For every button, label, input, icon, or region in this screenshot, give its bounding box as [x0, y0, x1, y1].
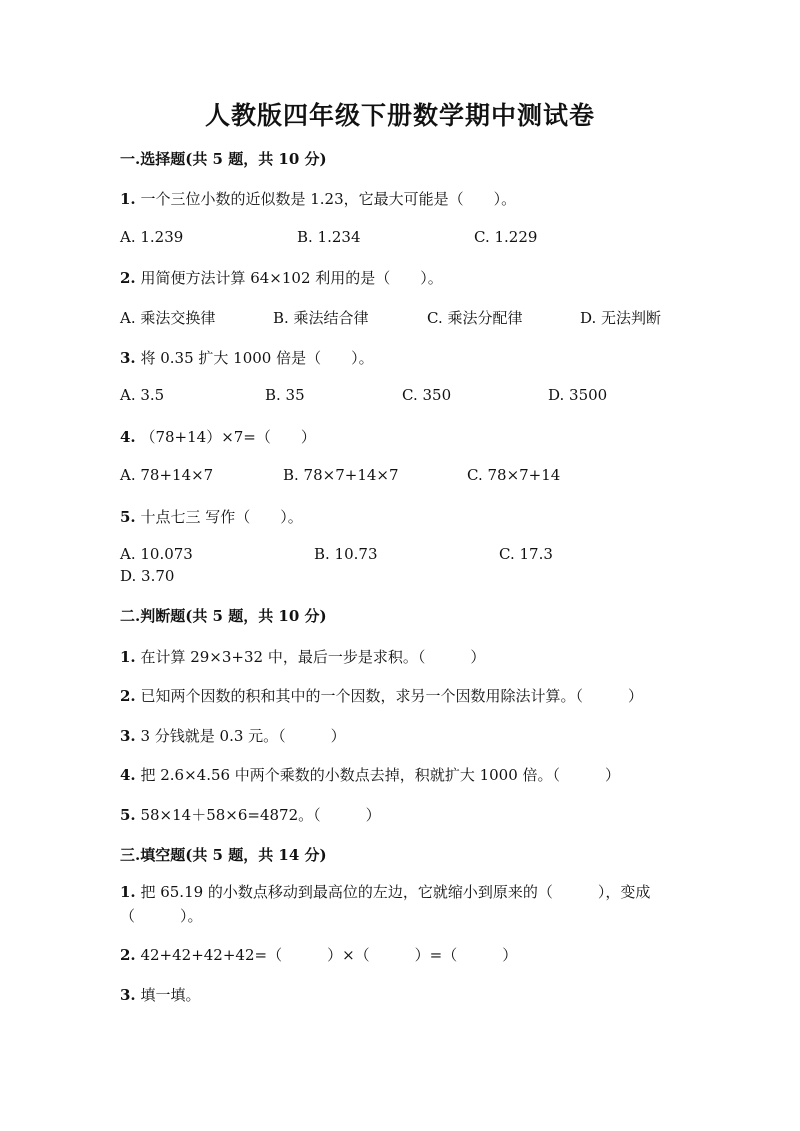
- question-body: 一个三位小数的近似数是 1.23，它最大可能是（ ）。: [140, 190, 517, 208]
- question-body: 把 2.6×4.56 中两个乘数的小数点去掉，积就扩大 1000 倍。（ ）: [140, 766, 621, 784]
- question-number: 2.: [120, 269, 136, 287]
- option: B. 35: [265, 386, 305, 404]
- question-body: 3 分钱就是 0.3 元。（ ）: [140, 727, 346, 745]
- question-text: [120, 426, 316, 447]
- page-title: 人教版四年级下册数学期中测试卷: [204, 101, 595, 130]
- option: C. 17.3: [499, 545, 553, 563]
- option: D. 3500: [548, 386, 608, 404]
- question-text: [120, 685, 643, 706]
- question-text: [120, 804, 381, 825]
- question-body: 58×14＋58×6=4872。（ ）: [140, 806, 381, 824]
- question-number: 3.: [120, 727, 136, 745]
- question-text: [120, 880, 685, 928]
- section-heading-choice: 一.选择题(共 5 题，共 10 分): [120, 150, 327, 168]
- section-heading-judge: 二.判断题(共 5 题，共 10 分): [120, 607, 327, 625]
- question-body: 42+42+42+42=（ ）×（ ）=（ ）: [140, 946, 518, 964]
- option: A. 10.073: [120, 545, 193, 563]
- question-number: 1.: [120, 190, 136, 208]
- question-number: 5.: [120, 806, 136, 824]
- option: A. 78+14×7: [120, 466, 214, 484]
- question-text: [120, 646, 485, 667]
- question-number: 4.: [120, 766, 136, 784]
- question-number: 5.: [120, 508, 136, 526]
- question-text: [120, 984, 200, 1005]
- option: A. 3.5: [120, 386, 165, 404]
- question-number: 4.: [120, 428, 136, 446]
- section-heading-fill: 三.填空题(共 5 题，共 14 分): [120, 846, 327, 864]
- question-number: 3.: [120, 349, 136, 367]
- question-number: 1.: [120, 883, 136, 901]
- option: D. 3.70: [120, 567, 175, 585]
- question-number: 3.: [120, 986, 136, 1004]
- option: C. 78×7+14: [467, 466, 561, 484]
- option: A. 乘法交换律: [120, 309, 216, 327]
- option: B. 乘法结合律: [273, 309, 369, 327]
- question-body: 将 0.35 扩大 1000 倍是（ ）。: [140, 349, 374, 367]
- question-text: [120, 725, 346, 746]
- question-text: [120, 764, 620, 785]
- question-body: 把 65.19 的小数点移动到最高位的左边，它就缩小到原来的（ ），变成（ ）。: [120, 883, 651, 925]
- question-body: 已知两个因数的积和其中的一个因数，求另一个因数用除法计算。（ ）: [140, 687, 643, 705]
- question-body: 填一填。: [140, 986, 201, 1004]
- question-body: （78+14）×7=（ ）: [140, 428, 316, 446]
- question-number: 2.: [120, 687, 136, 705]
- question-text: [120, 188, 516, 209]
- question-text: [120, 267, 443, 288]
- option: C. 1.229: [474, 228, 538, 246]
- option: B. 78×7+14×7: [283, 466, 399, 484]
- question-text: [120, 347, 374, 368]
- question-text: [120, 506, 303, 527]
- option: B. 10.73: [314, 545, 378, 563]
- option: D. 无法判断: [580, 309, 662, 327]
- option: B. 1.234: [297, 228, 361, 246]
- option: C. 乘法分配律: [427, 309, 523, 327]
- question-body: 在计算 29×3+32 中，最后一步是求积。（ ）: [140, 648, 486, 666]
- option: A. 1.239: [120, 228, 184, 246]
- question-body: 用简便方法计算 64×102 利用的是（ ）。: [140, 269, 443, 287]
- question-text: [120, 944, 517, 965]
- option: C. 350: [402, 386, 452, 404]
- question-number: 1.: [120, 648, 136, 666]
- question-body: 十点七三 写作（ ）。: [140, 508, 303, 526]
- question-number: 2.: [120, 946, 136, 964]
